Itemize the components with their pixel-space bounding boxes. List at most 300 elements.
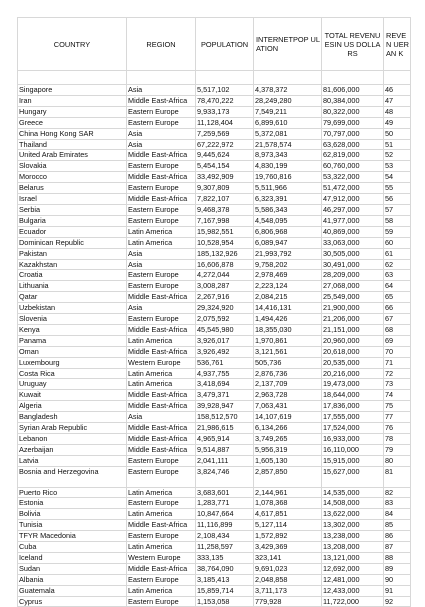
population-cell[interactable]: 9,468,378 bbox=[196, 204, 254, 215]
country-cell[interactable]: Belarus bbox=[18, 183, 127, 194]
blank-cell[interactable] bbox=[254, 71, 322, 85]
total-revenue-cell[interactable]: 70,797,000 bbox=[322, 128, 384, 139]
country-cell[interactable]: Israel bbox=[18, 194, 127, 205]
population-cell[interactable]: 9,445,624 bbox=[196, 150, 254, 161]
revenue-rank-cell[interactable]: 66 bbox=[384, 303, 411, 314]
total-revenue-cell[interactable]: 13,238,000 bbox=[322, 531, 384, 542]
blank-cell[interactable] bbox=[384, 71, 411, 85]
country-cell[interactable]: Uzbekistan bbox=[18, 303, 127, 314]
header-region[interactable]: REGION bbox=[127, 18, 196, 71]
region-cell[interactable]: Middle East-Africa bbox=[127, 434, 196, 445]
total-revenue-cell[interactable]: 12,692,000 bbox=[322, 563, 384, 574]
revenue-rank-cell[interactable]: 88 bbox=[384, 552, 411, 563]
revenue-rank-cell[interactable]: 61 bbox=[384, 248, 411, 259]
region-cell[interactable]: Middle East-Africa bbox=[127, 292, 196, 303]
internet-population-cell[interactable]: 1,572,892 bbox=[254, 531, 322, 542]
table-row bbox=[18, 150, 411, 161]
population-cell[interactable]: 2,108,434 bbox=[196, 531, 254, 542]
internet-population-cell[interactable]: 2,857,850 bbox=[254, 466, 322, 487]
region-cell[interactable]: Western Europe bbox=[127, 552, 196, 563]
internet-population-cell[interactable]: 3,121,561 bbox=[254, 346, 322, 357]
internet-population-cell[interactable]: 1,494,426 bbox=[254, 314, 322, 325]
revenue-rank-cell[interactable]: 53 bbox=[384, 161, 411, 172]
revenue-rank-cell[interactable]: 59 bbox=[384, 226, 411, 237]
total-revenue-cell[interactable]: 13,208,000 bbox=[322, 542, 384, 553]
region-cell[interactable]: Asia bbox=[127, 259, 196, 270]
revenue-rank-cell[interactable]: 81 bbox=[384, 466, 411, 487]
population-cell[interactable]: 45,545,980 bbox=[196, 324, 254, 335]
population-cell[interactable]: 3,185,413 bbox=[196, 574, 254, 585]
internet-population-cell[interactable]: 19,760,816 bbox=[254, 172, 322, 183]
internet-population-cell[interactable]: 2,963,728 bbox=[254, 390, 322, 401]
country-cell[interactable]: Bolivia bbox=[18, 509, 127, 520]
revenue-rank-cell[interactable]: 74 bbox=[384, 390, 411, 401]
region-cell[interactable]: Middle East-Africa bbox=[127, 563, 196, 574]
population-cell[interactable]: 7,167,998 bbox=[196, 215, 254, 226]
country-cell[interactable]: Cuba bbox=[18, 542, 127, 553]
country-cell[interactable]: Puerto Rico bbox=[18, 487, 127, 498]
internet-population-cell[interactable]: 7,549,211 bbox=[254, 106, 322, 117]
country-cell[interactable]: Panama bbox=[18, 335, 127, 346]
region-cell[interactable]: Eastern Europe bbox=[127, 455, 196, 466]
country-cell[interactable]: Latvia bbox=[18, 455, 127, 466]
population-cell[interactable]: 15,859,714 bbox=[196, 585, 254, 596]
country-cell[interactable]: Kenya bbox=[18, 324, 127, 335]
revenue-rank-cell[interactable]: 50 bbox=[384, 128, 411, 139]
total-revenue-cell[interactable]: 33,063,000 bbox=[322, 237, 384, 248]
total-revenue-cell[interactable]: 40,869,000 bbox=[322, 226, 384, 237]
population-cell[interactable]: 3,926,017 bbox=[196, 335, 254, 346]
region-cell[interactable]: Middle East-Africa bbox=[127, 150, 196, 161]
region-cell[interactable]: Eastern Europe bbox=[127, 161, 196, 172]
total-revenue-cell[interactable]: 25,549,000 bbox=[322, 292, 384, 303]
population-cell[interactable]: 11,116,899 bbox=[196, 520, 254, 531]
region-cell[interactable]: Latin America bbox=[127, 542, 196, 553]
internet-population-cell[interactable]: 5,586,343 bbox=[254, 204, 322, 215]
total-revenue-cell[interactable]: 21,151,000 bbox=[322, 324, 384, 335]
total-revenue-cell[interactable]: 20,535,000 bbox=[322, 357, 384, 368]
revenue-rank-cell[interactable]: 86 bbox=[384, 531, 411, 542]
internet-population-cell[interactable]: 2,223,124 bbox=[254, 281, 322, 292]
table-row bbox=[18, 248, 411, 259]
country-cell[interactable]: Lebanon bbox=[18, 434, 127, 445]
revenue-rank-cell[interactable]: 79 bbox=[384, 444, 411, 455]
population-cell[interactable]: 3,418,694 bbox=[196, 379, 254, 390]
revenue-rank-cell[interactable]: 47 bbox=[384, 95, 411, 106]
region-cell[interactable]: Eastern Europe bbox=[127, 531, 196, 542]
region-cell[interactable]: Eastern Europe bbox=[127, 281, 196, 292]
revenue-rank-cell[interactable]: 90 bbox=[384, 574, 411, 585]
internet-population-cell[interactable]: 8,973,343 bbox=[254, 150, 322, 161]
country-cell[interactable]: Morocco bbox=[18, 172, 127, 183]
country-cell[interactable]: Slovenia bbox=[18, 314, 127, 325]
region-cell[interactable]: Asia bbox=[127, 128, 196, 139]
country-cell[interactable]: Serbia bbox=[18, 204, 127, 215]
country-cell[interactable]: Albania bbox=[18, 574, 127, 585]
region-cell[interactable]: Middle East-Africa bbox=[127, 172, 196, 183]
region-cell[interactable]: Western Europe bbox=[127, 357, 196, 368]
population-cell[interactable]: 11,128,404 bbox=[196, 117, 254, 128]
population-cell[interactable]: 3,824,746 bbox=[196, 466, 254, 487]
revenue-rank-cell[interactable]: 52 bbox=[384, 150, 411, 161]
revenue-rank-cell[interactable]: 83 bbox=[384, 498, 411, 509]
internet-population-cell[interactable]: 6,806,968 bbox=[254, 226, 322, 237]
population-cell[interactable]: 9,514,887 bbox=[196, 444, 254, 455]
revenue-rank-cell[interactable]: 49 bbox=[384, 117, 411, 128]
population-cell[interactable]: 16,606,878 bbox=[196, 259, 254, 270]
country-cell[interactable]: Algeria bbox=[18, 401, 127, 412]
total-revenue-cell[interactable]: 53,322,000 bbox=[322, 172, 384, 183]
internet-population-cell[interactable]: 5,511,966 bbox=[254, 183, 322, 194]
country-cell[interactable]: Iceland bbox=[18, 552, 127, 563]
revenue-rank-cell[interactable]: 56 bbox=[384, 194, 411, 205]
revenue-rank-cell[interactable]: 84 bbox=[384, 509, 411, 520]
total-revenue-cell[interactable]: 17,524,000 bbox=[322, 423, 384, 434]
region-cell[interactable]: Asia bbox=[127, 139, 196, 150]
country-cell[interactable]: Cyprus bbox=[18, 596, 127, 607]
internet-population-cell[interactable]: 5,127,114 bbox=[254, 520, 322, 531]
total-revenue-cell[interactable]: 46,297,000 bbox=[322, 204, 384, 215]
region-cell[interactable]: Eastern Europe bbox=[127, 106, 196, 117]
region-cell[interactable]: Latin America bbox=[127, 335, 196, 346]
internet-population-cell[interactable]: 2,978,469 bbox=[254, 270, 322, 281]
internet-population-cell[interactable]: 4,548,095 bbox=[254, 215, 322, 226]
region-cell[interactable]: Middle East-Africa bbox=[127, 390, 196, 401]
population-cell[interactable]: 7,259,569 bbox=[196, 128, 254, 139]
revenue-rank-cell[interactable]: 55 bbox=[384, 183, 411, 194]
population-cell[interactable]: 3,008,287 bbox=[196, 281, 254, 292]
internet-population-cell[interactable]: 5,372,081 bbox=[254, 128, 322, 139]
total-revenue-cell[interactable]: 13,302,000 bbox=[322, 520, 384, 531]
internet-population-cell[interactable]: 3,749,265 bbox=[254, 434, 322, 445]
internet-population-cell[interactable]: 5,956,319 bbox=[254, 444, 322, 455]
total-revenue-cell[interactable]: 16,933,000 bbox=[322, 434, 384, 445]
blank-cell[interactable] bbox=[127, 71, 196, 85]
population-cell[interactable]: 3,683,601 bbox=[196, 487, 254, 498]
population-cell[interactable]: 2,267,916 bbox=[196, 292, 254, 303]
total-revenue-cell[interactable]: 30,505,000 bbox=[322, 248, 384, 259]
region-cell[interactable]: Eastern Europe bbox=[127, 215, 196, 226]
population-cell[interactable]: 536,761 bbox=[196, 357, 254, 368]
region-cell[interactable]: Eastern Europe bbox=[127, 574, 196, 585]
region-cell[interactable]: Asia bbox=[127, 303, 196, 314]
revenue-rank-cell[interactable]: 87 bbox=[384, 542, 411, 553]
internet-population-cell[interactable]: 14,107,619 bbox=[254, 412, 322, 423]
country-cell[interactable]: China Hong Kong SAR bbox=[18, 128, 127, 139]
internet-population-cell[interactable]: 1,078,368 bbox=[254, 498, 322, 509]
total-revenue-cell[interactable]: 62,819,000 bbox=[322, 150, 384, 161]
total-revenue-cell[interactable]: 12,481,000 bbox=[322, 574, 384, 585]
internet-population-cell[interactable]: 21,993,792 bbox=[254, 248, 322, 259]
revenue-rank-cell[interactable]: 63 bbox=[384, 270, 411, 281]
total-revenue-cell[interactable]: 18,644,000 bbox=[322, 390, 384, 401]
revenue-rank-cell[interactable]: 67 bbox=[384, 314, 411, 325]
country-cell[interactable]: Guatemala bbox=[18, 585, 127, 596]
region-cell[interactable]: Asia bbox=[127, 85, 196, 96]
region-cell[interactable]: Latin America bbox=[127, 585, 196, 596]
internet-population-cell[interactable]: 2,137,709 bbox=[254, 379, 322, 390]
population-cell[interactable]: 11,258,597 bbox=[196, 542, 254, 553]
population-cell[interactable]: 9,307,809 bbox=[196, 183, 254, 194]
total-revenue-cell[interactable]: 13,121,000 bbox=[322, 552, 384, 563]
revenue-rank-cell[interactable]: 73 bbox=[384, 379, 411, 390]
blank-cell[interactable] bbox=[196, 71, 254, 85]
revenue-rank-cell[interactable]: 65 bbox=[384, 292, 411, 303]
revenue-rank-cell[interactable]: 54 bbox=[384, 172, 411, 183]
revenue-rank-cell[interactable]: 64 bbox=[384, 281, 411, 292]
population-cell[interactable]: 1,283,771 bbox=[196, 498, 254, 509]
revenue-rank-cell[interactable]: 70 bbox=[384, 346, 411, 357]
internet-population-cell[interactable]: 323,141 bbox=[254, 552, 322, 563]
internet-population-cell[interactable]: 505,736 bbox=[254, 357, 322, 368]
region-cell[interactable]: Middle East-Africa bbox=[127, 95, 196, 106]
internet-population-cell[interactable]: 2,048,858 bbox=[254, 574, 322, 585]
revenue-rank-cell[interactable]: 76 bbox=[384, 423, 411, 434]
region-cell[interactable]: Eastern Europe bbox=[127, 498, 196, 509]
internet-population-cell[interactable]: 3,711,173 bbox=[254, 585, 322, 596]
population-cell[interactable]: 10,847,664 bbox=[196, 509, 254, 520]
population-cell[interactable]: 38,764,090 bbox=[196, 563, 254, 574]
region-cell[interactable]: Middle East-Africa bbox=[127, 520, 196, 531]
country-cell[interactable]: Bangladesh bbox=[18, 412, 127, 423]
total-revenue-cell[interactable]: 20,216,000 bbox=[322, 368, 384, 379]
population-cell[interactable]: 10,528,954 bbox=[196, 237, 254, 248]
country-cell[interactable]: Sudan bbox=[18, 563, 127, 574]
population-cell[interactable]: 21,986,615 bbox=[196, 423, 254, 434]
region-cell[interactable]: Middle East-Africa bbox=[127, 401, 196, 412]
internet-population-cell[interactable]: 2,876,736 bbox=[254, 368, 322, 379]
internet-population-cell[interactable]: 28,249,280 bbox=[254, 95, 322, 106]
internet-population-cell[interactable]: 3,429,369 bbox=[254, 542, 322, 553]
total-revenue-cell[interactable]: 80,322,000 bbox=[322, 106, 384, 117]
table-row bbox=[18, 552, 411, 563]
revenue-rank-cell[interactable]: 75 bbox=[384, 401, 411, 412]
country-cell[interactable]: Kuwait bbox=[18, 390, 127, 401]
revenue-rank-cell[interactable]: 62 bbox=[384, 259, 411, 270]
region-cell[interactable]: Middle East-Africa bbox=[127, 324, 196, 335]
region-cell[interactable]: Middle East-Africa bbox=[127, 194, 196, 205]
region-cell[interactable]: Middle East-Africa bbox=[127, 444, 196, 455]
country-cell[interactable]: TFYR Macedonia bbox=[18, 531, 127, 542]
country-cell[interactable]: Slovakia bbox=[18, 161, 127, 172]
revenue-rank-cell[interactable]: 89 bbox=[384, 563, 411, 574]
revenue-rank-cell[interactable]: 60 bbox=[384, 237, 411, 248]
internet-population-cell[interactable]: 6,899,610 bbox=[254, 117, 322, 128]
region-cell[interactable]: Latin America bbox=[127, 487, 196, 498]
region-cell[interactable]: Middle East-Africa bbox=[127, 346, 196, 357]
revenue-rank-cell[interactable]: 78 bbox=[384, 434, 411, 445]
population-cell[interactable]: 3,479,371 bbox=[196, 390, 254, 401]
total-revenue-cell[interactable]: 17,555,000 bbox=[322, 412, 384, 423]
country-cell[interactable]: Tunisia bbox=[18, 520, 127, 531]
population-cell[interactable]: 1,153,058 bbox=[196, 596, 254, 607]
revenue-rank-cell[interactable]: 71 bbox=[384, 357, 411, 368]
total-revenue-cell[interactable]: 20,618,000 bbox=[322, 346, 384, 357]
population-cell[interactable]: 78,470,222 bbox=[196, 95, 254, 106]
header-country[interactable]: COUNTRY bbox=[18, 18, 127, 71]
population-cell[interactable]: 5,517,102 bbox=[196, 85, 254, 96]
total-revenue-cell[interactable]: 19,473,000 bbox=[322, 379, 384, 390]
country-cell[interactable]: Pakistan bbox=[18, 248, 127, 259]
total-revenue-cell[interactable]: 14,535,000 bbox=[322, 487, 384, 498]
population-cell[interactable]: 4,965,914 bbox=[196, 434, 254, 445]
population-cell[interactable]: 39,928,947 bbox=[196, 401, 254, 412]
country-cell[interactable]: Kazakhstan bbox=[18, 259, 127, 270]
country-cell[interactable]: Uruguay bbox=[18, 379, 127, 390]
country-cell[interactable]: Bulgaria bbox=[18, 215, 127, 226]
country-cell[interactable]: Azerbaijan bbox=[18, 444, 127, 455]
total-revenue-cell[interactable]: 28,209,000 bbox=[322, 270, 384, 281]
total-revenue-cell[interactable]: 17,836,000 bbox=[322, 401, 384, 412]
total-revenue-cell[interactable]: 79,699,000 bbox=[322, 117, 384, 128]
table-row bbox=[18, 466, 411, 487]
region-cell[interactable]: Eastern Europe bbox=[127, 183, 196, 194]
country-cell[interactable]: Lithuania bbox=[18, 281, 127, 292]
internet-population-cell[interactable]: 6,323,391 bbox=[254, 194, 322, 205]
total-revenue-cell[interactable]: 27,068,000 bbox=[322, 281, 384, 292]
internet-population-cell[interactable]: 9,758,202 bbox=[254, 259, 322, 270]
table-row bbox=[18, 509, 411, 520]
total-revenue-cell[interactable]: 63,628,000 bbox=[322, 139, 384, 150]
population-cell[interactable]: 2,041,111 bbox=[196, 455, 254, 466]
country-cell[interactable]: Syrian Arab Republic bbox=[18, 423, 127, 434]
country-cell[interactable]: Singapore bbox=[18, 85, 127, 96]
region-cell[interactable]: Eastern Europe bbox=[127, 270, 196, 281]
revenue-rank-cell[interactable]: 91 bbox=[384, 585, 411, 596]
internet-population-cell[interactable]: 4,617,851 bbox=[254, 509, 322, 520]
country-cell[interactable]: Luxembourg bbox=[18, 357, 127, 368]
region-cell[interactable]: Eastern Europe bbox=[127, 204, 196, 215]
country-cell[interactable]: Estonia bbox=[18, 498, 127, 509]
population-cell[interactable]: 4,272,044 bbox=[196, 270, 254, 281]
region-cell[interactable]: Latin America bbox=[127, 379, 196, 390]
total-revenue-cell[interactable]: 80,384,000 bbox=[322, 95, 384, 106]
revenue-rank-cell[interactable]: 46 bbox=[384, 85, 411, 96]
country-cell[interactable]: Hungary bbox=[18, 106, 127, 117]
region-cell[interactable]: Latin America bbox=[127, 368, 196, 379]
total-revenue-cell[interactable]: 81,606,000 bbox=[322, 85, 384, 96]
internet-population-cell[interactable]: 2,144,961 bbox=[254, 487, 322, 498]
population-cell[interactable]: 4,937,755 bbox=[196, 368, 254, 379]
revenue-rank-cell[interactable]: 58 bbox=[384, 215, 411, 226]
total-revenue-cell[interactable]: 41,977,000 bbox=[322, 215, 384, 226]
population-cell[interactable]: 29,324,920 bbox=[196, 303, 254, 314]
country-cell[interactable]: Bosnia and Herzegovina bbox=[18, 466, 127, 487]
total-revenue-cell[interactable]: 21,900,000 bbox=[322, 303, 384, 314]
total-revenue-cell[interactable]: 47,912,000 bbox=[322, 194, 384, 205]
country-cell[interactable]: Oman bbox=[18, 346, 127, 357]
region-cell[interactable]: Eastern Europe bbox=[127, 117, 196, 128]
internet-population-cell[interactable]: 6,134,266 bbox=[254, 423, 322, 434]
revenue-rank-cell[interactable]: 77 bbox=[384, 412, 411, 423]
internet-population-cell[interactable]: 9,691,023 bbox=[254, 563, 322, 574]
internet-population-cell[interactable]: 7,063,431 bbox=[254, 401, 322, 412]
internet-population-cell[interactable]: 2,084,215 bbox=[254, 292, 322, 303]
total-revenue-cell[interactable]: 13,622,000 bbox=[322, 509, 384, 520]
internet-population-cell[interactable]: 4,378,372 bbox=[254, 85, 322, 96]
population-cell[interactable]: 7,822,107 bbox=[196, 194, 254, 205]
country-cell[interactable]: United Arab Emirates bbox=[18, 150, 127, 161]
header-revenue-rank[interactable]: REVEN UERAN K bbox=[384, 18, 411, 71]
country-cell[interactable]: Iran bbox=[18, 95, 127, 106]
country-cell[interactable]: Costa Rica bbox=[18, 368, 127, 379]
total-revenue-cell[interactable]: 21,206,000 bbox=[322, 314, 384, 325]
internet-population-cell[interactable]: 779,928 bbox=[254, 596, 322, 607]
table-row bbox=[18, 117, 411, 128]
internet-population-cell[interactable]: 21,578,574 bbox=[254, 139, 322, 150]
blank-cell[interactable] bbox=[18, 71, 127, 85]
total-revenue-cell[interactable]: 60,760,000 bbox=[322, 161, 384, 172]
country-cell[interactable]: Qatar bbox=[18, 292, 127, 303]
region-cell[interactable]: Latin America bbox=[127, 226, 196, 237]
revenue-rank-cell[interactable]: 68 bbox=[384, 324, 411, 335]
region-cell[interactable]: Latin America bbox=[127, 509, 196, 520]
total-revenue-cell[interactable]: 51,472,000 bbox=[322, 183, 384, 194]
country-cell[interactable]: Thailand bbox=[18, 139, 127, 150]
revenue-rank-cell[interactable]: 57 bbox=[384, 204, 411, 215]
internet-population-cell[interactable]: 1,970,861 bbox=[254, 335, 322, 346]
region-cell[interactable]: Eastern Europe bbox=[127, 314, 196, 325]
region-cell[interactable]: Eastern Europe bbox=[127, 466, 196, 487]
revenue-rank-cell[interactable]: 69 bbox=[384, 335, 411, 346]
internet-population-cell[interactable]: 1,605,130 bbox=[254, 455, 322, 466]
total-revenue-cell[interactable]: 12,433,000 bbox=[322, 585, 384, 596]
region-cell[interactable]: Latin America bbox=[127, 237, 196, 248]
region-cell[interactable]: Eastern Europe bbox=[127, 596, 196, 607]
header-population[interactable]: POPULATION bbox=[196, 18, 254, 71]
population-cell[interactable]: 185,132,926 bbox=[196, 248, 254, 259]
revenue-rank-cell[interactable]: 51 bbox=[384, 139, 411, 150]
population-cell[interactable]: 33,492,909 bbox=[196, 172, 254, 183]
total-revenue-cell[interactable]: 16,110,000 bbox=[322, 444, 384, 455]
internet-population-cell[interactable]: 6,089,947 bbox=[254, 237, 322, 248]
population-cell[interactable]: 3,926,492 bbox=[196, 346, 254, 357]
revenue-rank-cell[interactable]: 80 bbox=[384, 455, 411, 466]
country-cell[interactable]: Croatia bbox=[18, 270, 127, 281]
population-cell[interactable]: 9,933,173 bbox=[196, 106, 254, 117]
internet-population-cell[interactable]: 4,830,199 bbox=[254, 161, 322, 172]
population-cell[interactable]: 333,135 bbox=[196, 552, 254, 563]
internet-population-cell[interactable]: 18,355,030 bbox=[254, 324, 322, 335]
region-cell[interactable]: Asia bbox=[127, 412, 196, 423]
total-revenue-cell[interactable]: 20,960,000 bbox=[322, 335, 384, 346]
internet-population-cell[interactable]: 14,416,131 bbox=[254, 303, 322, 314]
country-cell[interactable]: Ecuador bbox=[18, 226, 127, 237]
country-cell[interactable]: Dominican Republic bbox=[18, 237, 127, 248]
total-revenue-cell[interactable]: 15,915,000 bbox=[322, 455, 384, 466]
total-revenue-cell[interactable]: 11,722,000 bbox=[322, 596, 384, 607]
header-total-revenues[interactable]: TOTAL REVENUESIN US DOLLARS bbox=[322, 18, 384, 71]
blank-cell[interactable] bbox=[322, 71, 384, 85]
country-cell[interactable]: Greece bbox=[18, 117, 127, 128]
revenue-rank-cell[interactable]: 85 bbox=[384, 520, 411, 531]
population-cell[interactable]: 158,512,570 bbox=[196, 412, 254, 423]
population-cell[interactable]: 15,982,551 bbox=[196, 226, 254, 237]
total-revenue-cell[interactable]: 14,508,000 bbox=[322, 498, 384, 509]
population-cell[interactable]: 2,075,592 bbox=[196, 314, 254, 325]
revenue-rank-cell[interactable]: 82 bbox=[384, 487, 411, 498]
total-revenue-cell[interactable]: 30,491,000 bbox=[322, 259, 384, 270]
population-cell[interactable]: 5,454,154 bbox=[196, 161, 254, 172]
total-revenue-cell[interactable]: 15,627,000 bbox=[322, 466, 384, 487]
revenue-rank-cell[interactable]: 48 bbox=[384, 106, 411, 117]
region-cell[interactable]: Middle East-Africa bbox=[127, 423, 196, 434]
region-cell[interactable]: Asia bbox=[127, 248, 196, 259]
population-cell[interactable]: 67,222,972 bbox=[196, 139, 254, 150]
header-internet-population[interactable]: INTERNETPOP ULATION bbox=[254, 18, 322, 71]
revenue-rank-cell[interactable]: 72 bbox=[384, 368, 411, 379]
revenue-rank-cell[interactable]: 92 bbox=[384, 596, 411, 607]
